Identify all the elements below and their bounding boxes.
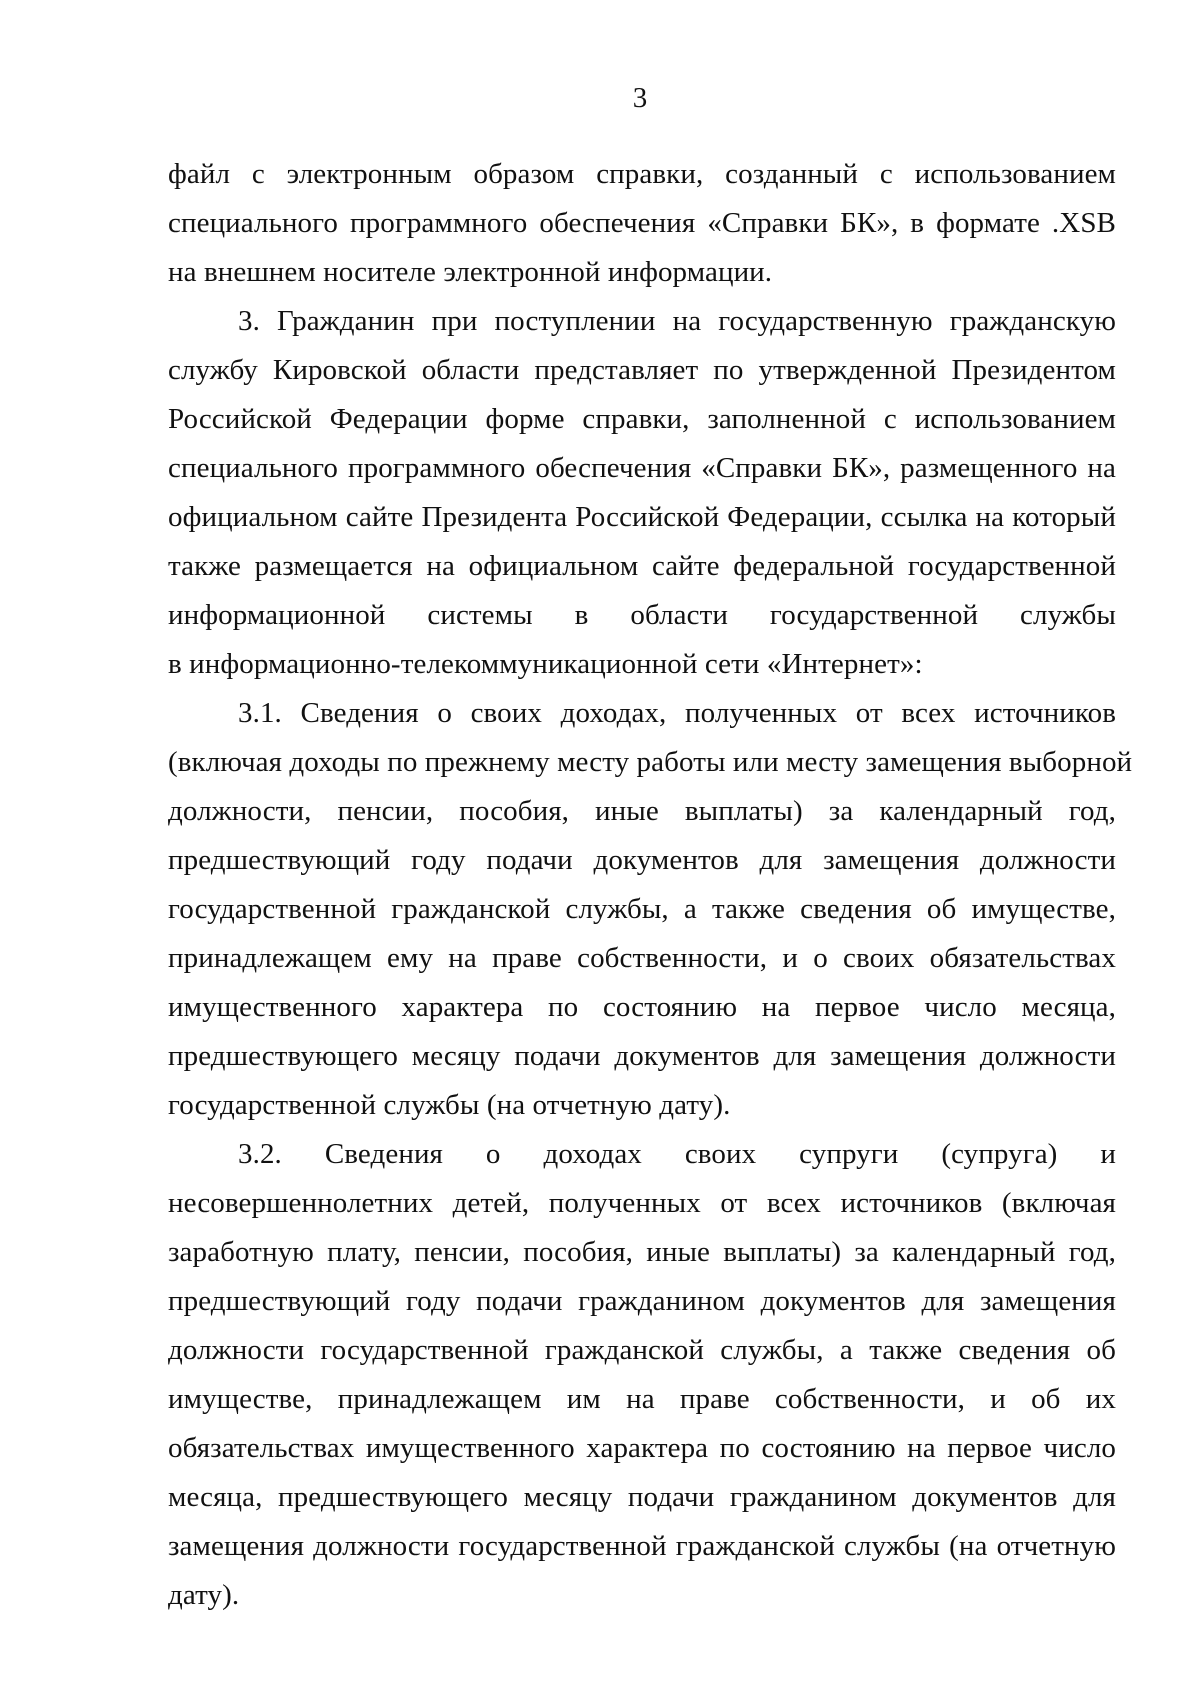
- text-line: замещения должности государственной гражданской службы (на отчетную: [168, 1530, 1116, 1562]
- text-line: на внешнем носителе электронной информации.: [168, 256, 773, 288]
- text-line: принадлежащем ему на праве собственности, и о своих обязательствах: [168, 942, 1116, 974]
- page-number: 3: [632, 82, 648, 114]
- text-line: должности, пенсии, пособия, иные выплаты) за календарный год,: [168, 795, 1116, 827]
- paragraph-item-3-1: [168, 689, 1133, 1130]
- text-line: специального программного обеспечения «Справки БК», в формате .XSB: [168, 207, 1116, 239]
- text-line: имуществе, принадлежащем им на праве собственности, и об их: [168, 1383, 1116, 1415]
- text-line: информационной системы в области государственной службы: [168, 599, 1116, 631]
- text-line: должности государственной гражданской службы, а также сведения об: [168, 1334, 1116, 1366]
- text-line: службу Кировской области представляет по утвержденной Президентом: [168, 354, 1116, 386]
- paragraph-item-3-2: [168, 1130, 1116, 1620]
- text-line: Российской Федерации форме справки, заполненной с использованием: [168, 403, 1116, 435]
- text-line: государственной гражданской службы, а также сведения об имуществе,: [168, 893, 1116, 925]
- text-line: специального программного обеспечения «Справки БК», размещенного на: [168, 452, 1116, 484]
- text-line: месяца, предшествующего месяцу подачи гражданином документов для: [168, 1481, 1116, 1513]
- text-line: несовершеннолетних детей, полученных от всех источников (включая: [168, 1187, 1116, 1219]
- text-line: также размещается на официальном сайте федеральной государственной: [168, 550, 1116, 582]
- text-line: файл с электронным образом справки, созданный с использованием: [168, 158, 1116, 190]
- text-line: официальном сайте Президента Российской Федерации, ссылка на который: [168, 501, 1116, 533]
- text-line: дату).: [168, 1579, 240, 1611]
- text-line: 3.1. Сведения о своих доходах, полученных от всех источников: [238, 697, 1116, 729]
- text-line: заработную плату, пенсии, пособия, иные выплаты) за календарный год,: [168, 1236, 1116, 1268]
- text-line: имущественного характера по состоянию на первое число месяца,: [168, 991, 1116, 1023]
- paragraph-item-3: [168, 297, 1116, 689]
- text-line: предшествующего месяцу подачи документов для замещения должности: [168, 1040, 1116, 1072]
- text-line: предшествующий году подачи гражданином документов для замещения: [168, 1285, 1116, 1317]
- text-line: обязательствах имущественного характера по состоянию на первое число: [168, 1432, 1116, 1464]
- paragraph-continuation: [168, 150, 1116, 297]
- text-line: предшествующий году подачи документов для замещения должности: [168, 844, 1116, 876]
- text-line: (включая доходы по прежнему месту работы или месту замещения выборной: [168, 746, 1133, 778]
- text-line: в информационно-телекоммуникационной сети «Интернет»:: [168, 648, 923, 680]
- text-line: 3.2. Сведения о доходах своих супруги (супруга) и: [238, 1138, 1116, 1170]
- text-line: государственной службы (на отчетную дату).: [168, 1089, 731, 1121]
- document-body: [168, 150, 1133, 1620]
- text-line: 3. Гражданин при поступлении на государственную гражданскую: [238, 305, 1116, 337]
